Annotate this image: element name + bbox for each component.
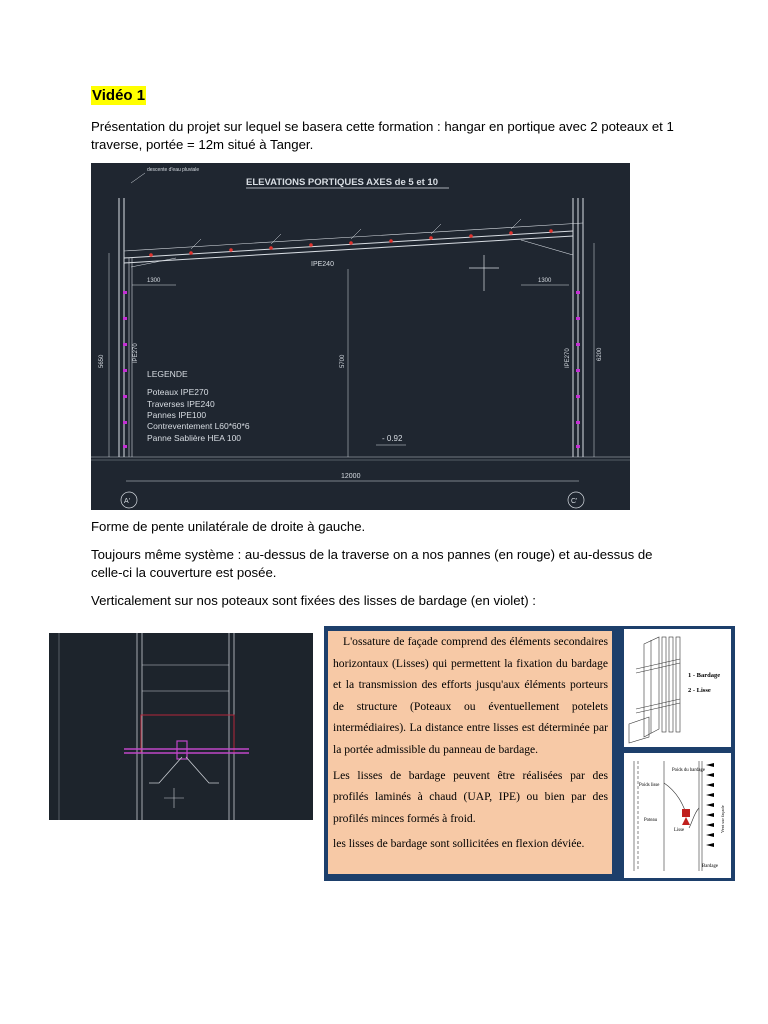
figure-label: 2 - Lisse — [688, 687, 711, 694]
lisses-explanation-panel — [324, 626, 735, 881]
system-paragraph: Toujours même système : au-dessus de la traverse on a nos pannes (en rouge) et au-dessus de celle-ci la couverture est posée. — [91, 547, 653, 580]
bardage-isometric-figure — [624, 629, 731, 747]
figure-label: 1 - Bardage — [688, 672, 721, 679]
roof-beam — [124, 223, 583, 267]
axis-left-label: A' — [124, 498, 131, 505]
beam-label: IPE240 — [311, 261, 334, 268]
figure-label: Vent sur façade — [720, 805, 725, 833]
drawing-legend — [147, 369, 250, 443]
figure-label: Lisse — [674, 828, 685, 833]
explanation-paragraph: Les lisses de bardage peuvent être réalisées par des profilés laminés à chaud (UAP, IPE) ou bien par des profilés minces formés à froid. — [333, 768, 608, 825]
top-note: descente d'eau pluviale — [147, 167, 200, 173]
left-column — [119, 198, 132, 457]
video-heading: Vidéo 1 — [92, 87, 146, 104]
right-segment-label: 1300 — [538, 278, 552, 284]
intro-paragraph: Présentation du projet sur lequel se basera cette formation : hangar en portique avec 2 poteaux et 1 traverse, portée = 12m situé à Tanger. — [91, 119, 674, 152]
left-column-label: IPE270 — [133, 343, 139, 363]
right-height-label: 6200 — [597, 347, 603, 361]
mid-height-label: 5700 — [340, 354, 346, 368]
level-label: - 0.92 — [382, 434, 403, 443]
explanation-paragraph: L'ossature de façade comprend des éléments secondaires horizontaux (Lisses) qui permettent la fixation du bardage et la transmission des efforts jusqu'aux éléments porteurs de structure (Poteaux ou éventuellement potelets intermédiaires). La distance entre lisses est déterminée par la portée admissible du panneau de bardage. — [333, 635, 608, 756]
lisses-paragraph: Verticalement sur nos poteaux sont fixées des lisses de bardage (en violet) : — [91, 593, 536, 608]
figure-label: Poteau — [644, 818, 658, 823]
slope-paragraph: Forme de pente unilatérale de droite à gauche. — [91, 519, 366, 534]
left-segment-label: 1300 — [147, 278, 161, 284]
explanation-textbox — [328, 631, 612, 874]
wall-rail-detail-drawing — [49, 633, 313, 820]
bottom-width-label: 12000 — [341, 473, 361, 480]
legend-item: Pannes IPE100 — [147, 410, 207, 420]
lisse-loading-figure — [624, 753, 731, 878]
portal-frame-elevation-drawing — [91, 163, 630, 510]
figure-label: Poids du bardage — [672, 768, 706, 773]
figure-label: Poids lisse — [639, 783, 660, 788]
legend-item: Poteaux IPE270 — [147, 387, 209, 397]
legend-item: Panne Sablière HEA 100 — [147, 433, 242, 443]
legend-item: Traverses IPE240 — [147, 399, 215, 409]
legend-item: Contreventement L60*60*6 — [147, 421, 250, 431]
drawing-title: ELEVATIONS PORTIQUES AXES de 5 et 10 — [246, 177, 438, 188]
right-column — [573, 198, 583, 457]
explanation-paragraph: les lisses de bardage sont sollicitées en flexion déviée. — [333, 837, 585, 851]
left-height-label: 5650 — [99, 354, 105, 368]
right-column-label: IPE270 — [565, 348, 571, 368]
axis-right-label: C' — [571, 498, 578, 505]
figure-label: Bardage — [702, 864, 718, 869]
legend-title: LEGENDE — [147, 369, 188, 379]
